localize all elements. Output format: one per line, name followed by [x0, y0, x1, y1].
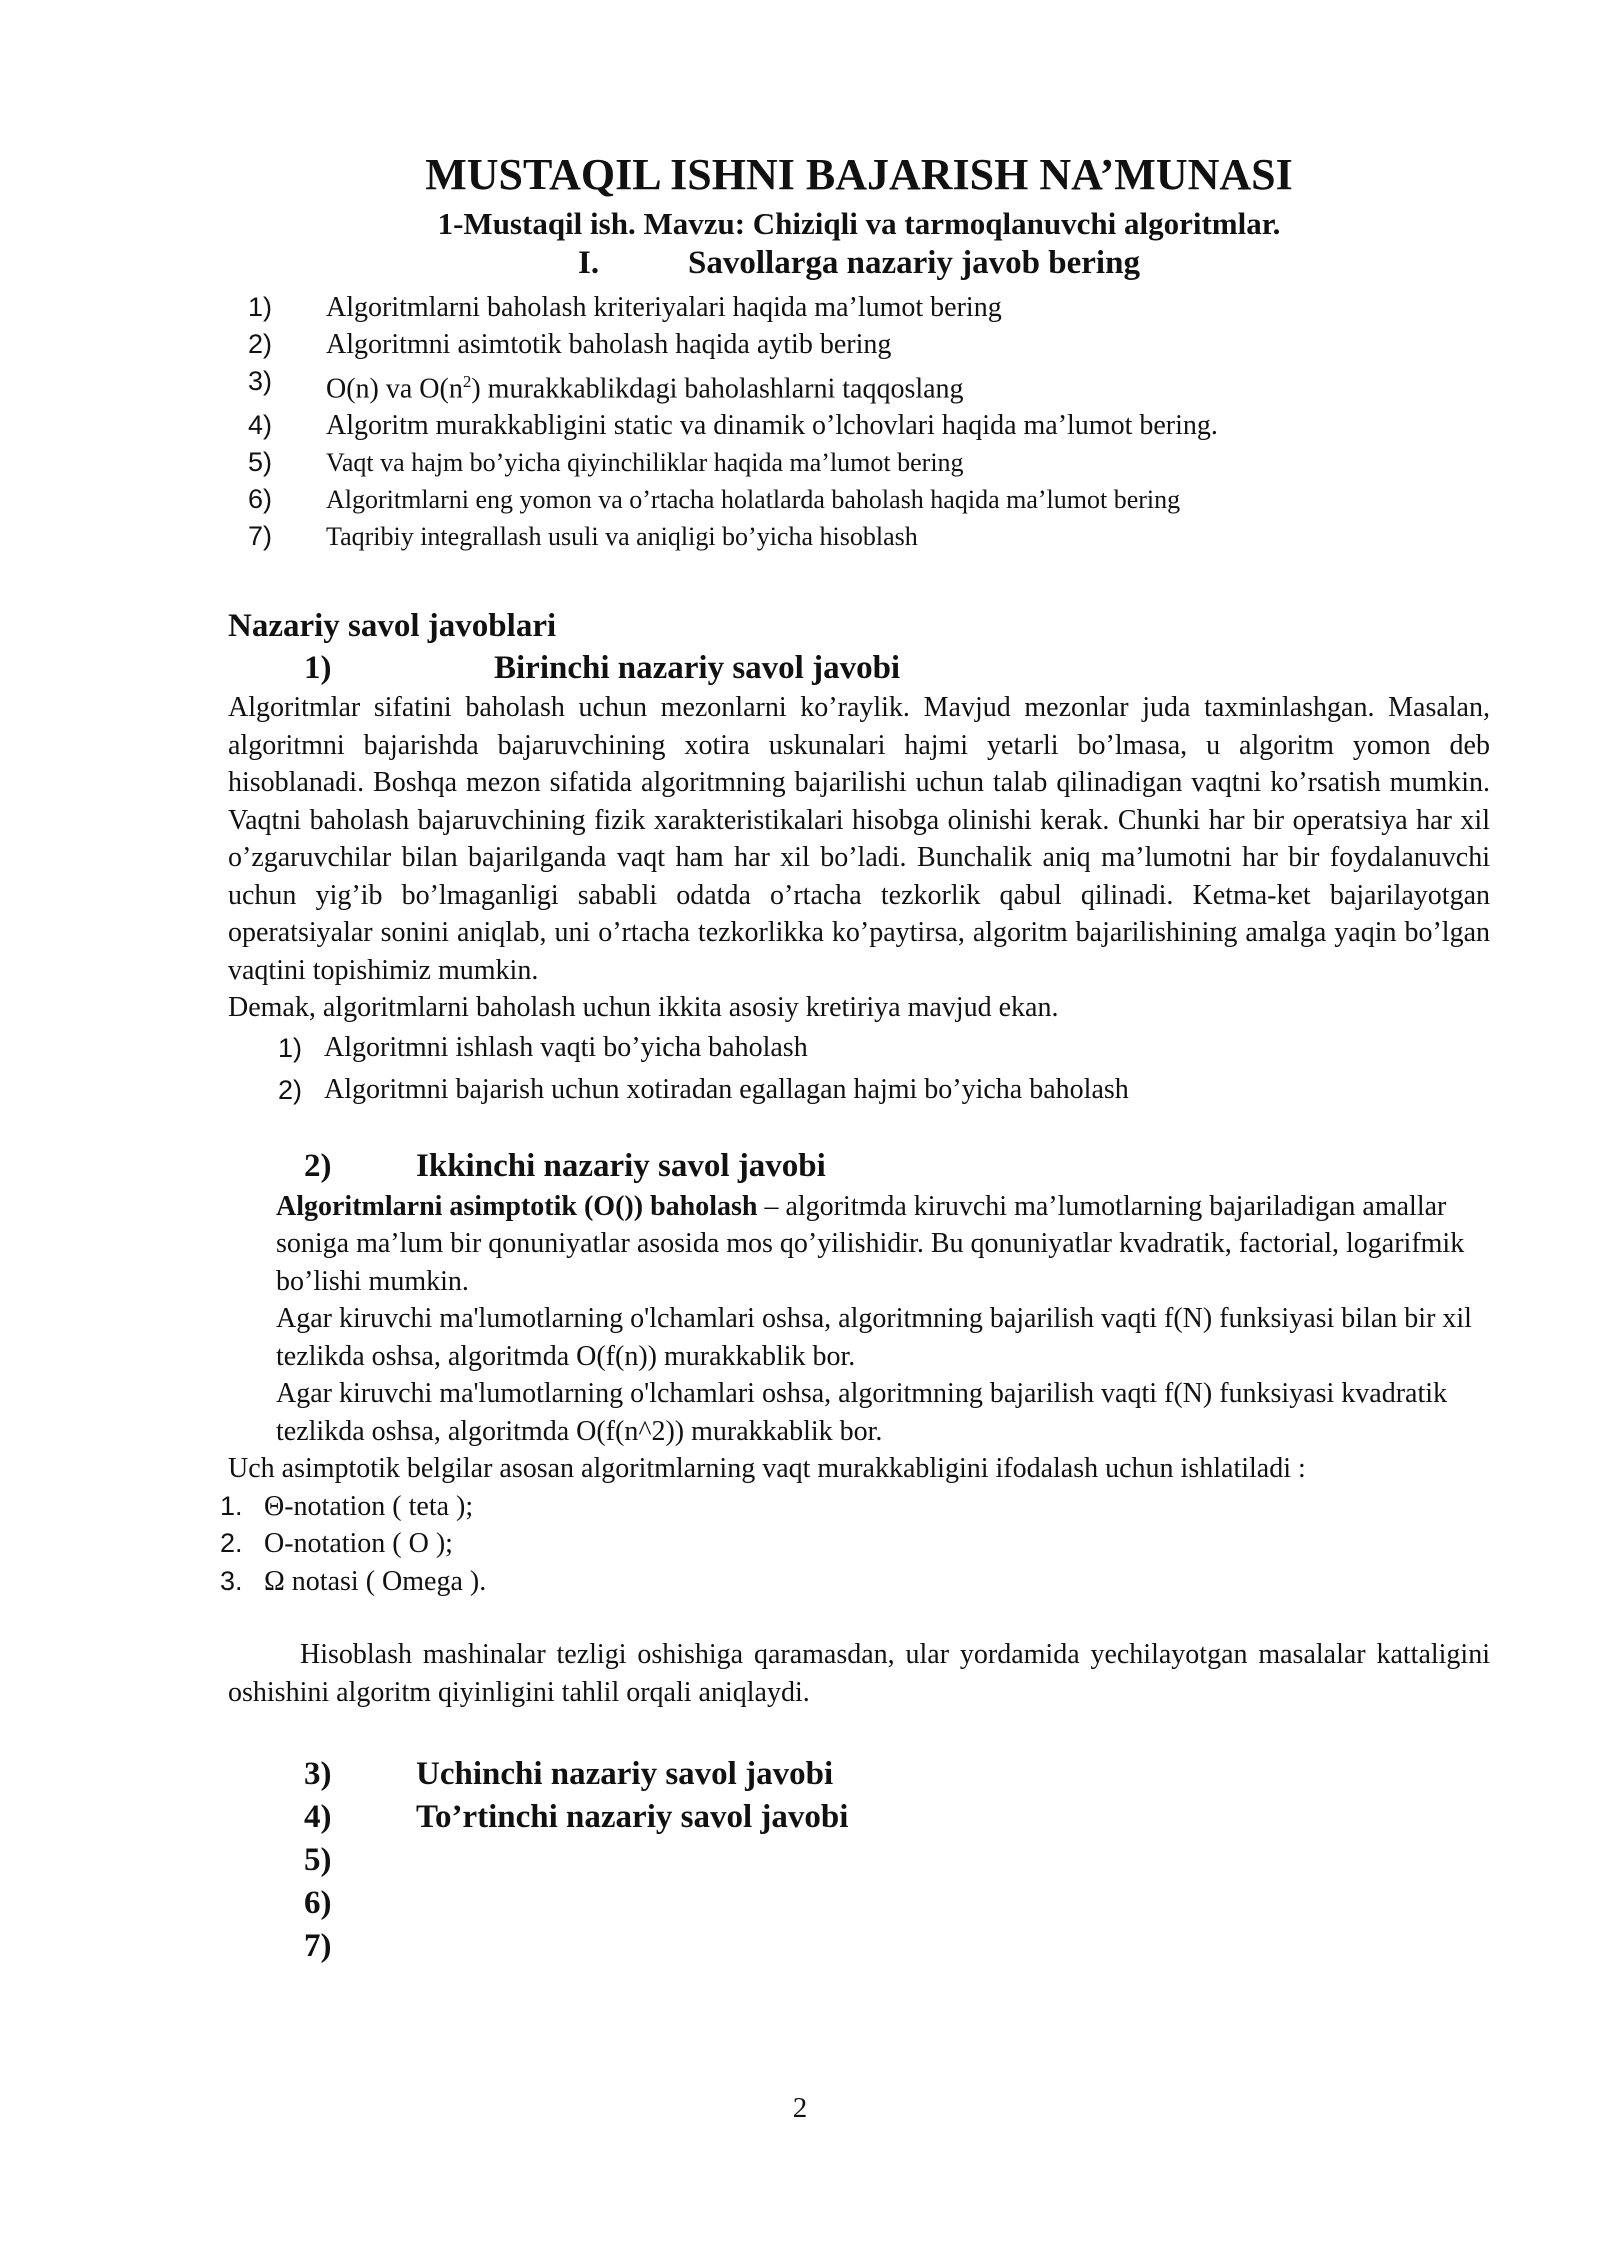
answer2-intro: Uch asimptotik belgilar asosan algoritmlarning vaqt murakkabligini ifodalash uchun ishlatiladi : [228, 1453, 1306, 1485]
remaining-heading [228, 1925, 1490, 1968]
answer1-conclusion: Demak, algoritmlarni baholash uchun ikkita asosiy kretiriya mavjud ekan. [228, 992, 1059, 1024]
answer1-title: Birinchi nazariy savol javobi [494, 649, 901, 686]
answer1-paragraph: Algoritmlar sifatini baholash uchun mezonlarni ko’raylik. Mavjud mezonlar juda taxminlashgan. Masalan, algoritmni bajarishda bajaruvchining xotira uskunalari hajmi yetarli bo’lmasa, u algoritm yomon deb hisoblanadi. Boshqa mezon sifatida algoritmning bajarilishi uchun talab qilinadigan vaqtni ko’rsatish mumkin. Vaqtni baholash bajaruvchining fizik xarakteristikalari hisobga olinishi kerak. Chunki har bir operatsiya har xil o’zgaruvchilar bilan bajarilganda vaqt ham har xil bo’ladi. Bunchalik aniq ma’lumotni har bir foydalanuvchi uchun yig’ib bo’lmaganligi sababli odatda o’rtacha tezkorlik qabul qilinadi. Ketma-ket bajarilayotgan operatsiyalar sonini aniqlab, uni o’rtacha tezkorlikka ko’paytirsa, algoritm bajarilishining amalga yaqin bo’lgan vaqtini topishimiz mumkin. [228, 692, 1490, 986]
superscript: 2 [462, 371, 472, 391]
answer2-line-b: Agar kiruvchi ma'lumotlarning o'lchamlari oshsa, algoritmning bajarilish vaqti f(N) funksiyasi kvadratik tezlikda oshsa, algoritmda O(f(n^2)) murakkablik bor. [276, 1378, 1448, 1447]
notation-number: 1. [220, 1490, 243, 1521]
criteria-text: Algoritmni ishlash vaqti bo’yicha baholash [324, 1031, 808, 1063]
answer2-heading [228, 1145, 1490, 1188]
answer2-title: Ikkinchi nazariy savol javobi [416, 1147, 826, 1184]
answer1-heading [228, 647, 1490, 690]
section-label: Savollarga nazariy javob bering [688, 245, 1140, 282]
answer2-bold-term: Algoritmlarni asimptotik (O()) baholash [276, 1190, 758, 1222]
question-item [248, 518, 1490, 555]
notation-text: O-notation ( O ); [264, 1528, 453, 1560]
remaining-heading [228, 1882, 1490, 1925]
question-item [248, 326, 1490, 363]
document-page [220, 150, 1490, 1968]
question-text: Taqribiy integrallash usuli va aniqligi bo’yicha hisoblash [326, 521, 918, 551]
criteria-item [278, 1027, 1490, 1069]
notation-item [220, 1488, 1490, 1526]
notation-item [220, 1525, 1490, 1563]
question-text: Algoritmlarni eng yomon va o’rtacha holatlarda baholash haqida ma’lumot bering [326, 484, 1181, 514]
notation-item [220, 1563, 1490, 1601]
remaining-heading [228, 1839, 1490, 1882]
questions-list [228, 289, 1490, 555]
remaining-number: 6) [304, 1885, 332, 1922]
remaining-title: Uchinchi nazariy savol javobi [416, 1756, 834, 1793]
remaining-title: To’rtinchi nazariy savol javobi [416, 1799, 849, 1836]
question-number: 3) [248, 365, 273, 396]
answer2-definition-text: – algoritmda kiruvchi ma’lumotlarning bajariladigan amallar soniga ma’lum bir qonuniyatlar asosida mos qo’yilishidir. Bu qonuniyatlar kvadratik, factorial, logarifmik bo’lishi mumkin. [276, 1190, 1465, 1297]
notation-list [220, 1488, 1490, 1601]
criteria-number: 1) [278, 1032, 303, 1063]
page-subtitle: 1-Mustaqil ish. Mavzu: Chiziqli va tarmoqlanuvchi algoritmlar. [437, 205, 1281, 241]
answer1-number: 1) [304, 649, 332, 686]
question-item [248, 481, 1490, 518]
question-text: Algoritmlarni baholash kriteriyalari haqida ma’lumot bering [326, 291, 1002, 323]
answer2-closing: Hisoblash mashinalar tezligi oshishiga qaramasdan, ular yordamida yechilayotgan masalalar kattaligini oshishini algoritm qiyinligini tahlil orqali aniqlaydi. [228, 1639, 1490, 1708]
question-item [248, 363, 1490, 407]
question-number: 2) [248, 328, 273, 359]
question-item [248, 444, 1490, 481]
question-item [248, 407, 1490, 444]
answer2-definition [276, 1188, 1490, 1301]
notation-number: 2. [220, 1528, 243, 1559]
section-heading [228, 243, 1490, 284]
question-text: Algoritm murakkabligini static va dinamik o’lchovlari haqida ma’lumot bering. [326, 409, 1218, 441]
question-text-part: ) murakkablikdagi baholashlarni taqqoslang [471, 372, 964, 404]
page-number: 2 [792, 2092, 808, 2124]
question-text-part: O(n) va O(n [326, 372, 463, 404]
criteria-item [278, 1069, 1490, 1111]
answer2-definition-block [228, 1188, 1490, 1451]
notation-number: 3. [220, 1565, 243, 1596]
remaining-number: 3) [304, 1756, 332, 1793]
notation-text: Θ-notation ( teta ); [264, 1490, 474, 1522]
remaining-number: 4) [304, 1799, 332, 1836]
question-text [326, 363, 964, 407]
criteria-list [228, 1027, 1490, 1111]
question-number: 1) [248, 291, 273, 322]
remaining-number: 7) [304, 1928, 332, 1965]
question-number: 5) [248, 446, 273, 477]
remaining-heading [228, 1753, 1490, 1796]
criteria-text: Algoritmni bajarish uchun xotiradan egallagan hajmi bo’yicha baholash [324, 1073, 1129, 1105]
question-number: 6) [248, 483, 273, 514]
section-roman-numeral: I. [578, 245, 600, 282]
remaining-number: 5) [304, 1842, 332, 1879]
answers-heading: Nazariy savol javoblari [228, 607, 557, 644]
criteria-number: 2) [278, 1074, 303, 1105]
notation-text: Ω notasi ( Omega ). [264, 1565, 487, 1597]
answer2-line-a: Agar kiruvchi ma'lumotlarning o'lchamlari oshsa, algoritmning bajarilish vaqti f(N) funksiyasi bilan bir xil tezlikda oshsa, algoritmda O(f(n)) murakkablik bor. [276, 1303, 1472, 1372]
remaining-heading [228, 1796, 1490, 1839]
answer2-number: 2) [304, 1147, 332, 1184]
page-title: MUSTAQIL ISHNI BAJARISH NA’MUNASI [425, 150, 1293, 199]
remaining-answers [228, 1753, 1490, 1968]
question-number: 7) [248, 520, 273, 551]
question-text: Algoritmni asimtotik baholash haqida aytib bering [326, 328, 892, 360]
question-text: Vaqt va hajm bo’yicha qiyinchiliklar haqida ma’lumot bering [326, 447, 964, 477]
question-number: 4) [248, 409, 273, 440]
question-item [248, 289, 1490, 326]
